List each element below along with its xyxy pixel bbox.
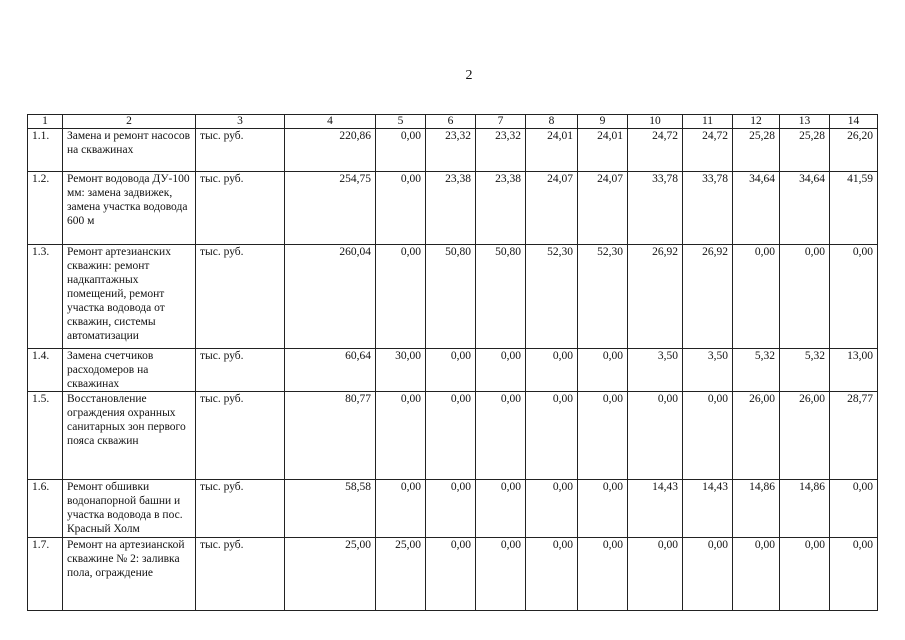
value-cell: 41,59 (830, 172, 878, 245)
value-cell: 50,80 (426, 245, 476, 349)
value-cell: 220,86 (285, 129, 376, 172)
value-cell: 23,32 (426, 129, 476, 172)
row-unit: тыс. руб. (196, 392, 285, 480)
value-cell: 52,30 (526, 245, 578, 349)
value-cell: 13,00 (830, 349, 878, 392)
value-cell: 0,00 (426, 538, 476, 611)
row-code: 1.3. (28, 245, 63, 349)
value-cell: 0,00 (526, 349, 578, 392)
value-cell: 0,00 (476, 538, 526, 611)
value-cell: 0,00 (376, 129, 426, 172)
column-header: 6 (426, 115, 476, 129)
column-header: 1 (28, 115, 63, 129)
value-cell: 0,00 (476, 480, 526, 538)
row-code: 1.6. (28, 480, 63, 538)
value-cell: 0,00 (733, 245, 780, 349)
value-cell: 24,01 (526, 129, 578, 172)
table-row (28, 480, 878, 538)
value-cell: 0,00 (376, 392, 426, 480)
table-row (28, 129, 878, 172)
row-unit: тыс. руб. (196, 349, 285, 392)
value-cell: 33,78 (683, 172, 733, 245)
value-cell: 0,00 (376, 480, 426, 538)
value-cell: 0,00 (830, 538, 878, 611)
value-cell: 0,00 (526, 392, 578, 480)
value-cell: 23,32 (476, 129, 526, 172)
value-cell: 0,00 (578, 480, 628, 538)
value-cell: 0,00 (376, 245, 426, 349)
value-cell: 0,00 (683, 392, 733, 480)
value-cell: 24,01 (578, 129, 628, 172)
value-cell: 5,32 (780, 349, 830, 392)
value-cell: 0,00 (578, 538, 628, 611)
value-cell: 0,00 (526, 538, 578, 611)
column-header: 12 (733, 115, 780, 129)
value-cell: 3,50 (628, 349, 683, 392)
value-cell: 0,00 (780, 538, 830, 611)
value-cell: 24,07 (526, 172, 578, 245)
table-body (28, 129, 878, 611)
value-cell: 34,64 (733, 172, 780, 245)
value-cell: 25,28 (780, 129, 830, 172)
value-cell: 14,43 (628, 480, 683, 538)
column-header: 3 (196, 115, 285, 129)
column-header: 11 (683, 115, 733, 129)
row-code: 1.5. (28, 392, 63, 480)
row-unit: тыс. руб. (196, 172, 285, 245)
value-cell: 26,00 (733, 392, 780, 480)
value-cell: 52,30 (578, 245, 628, 349)
column-header: 7 (476, 115, 526, 129)
value-cell: 58,58 (285, 480, 376, 538)
value-cell: 3,50 (683, 349, 733, 392)
value-cell: 0,00 (780, 245, 830, 349)
value-cell: 34,64 (780, 172, 830, 245)
row-name: Замена и ремонт насосов на скважинах (63, 129, 196, 172)
header-row (28, 115, 878, 129)
value-cell: 14,86 (780, 480, 830, 538)
value-cell: 0,00 (683, 538, 733, 611)
column-header: 10 (628, 115, 683, 129)
value-cell: 26,92 (683, 245, 733, 349)
value-cell: 80,77 (285, 392, 376, 480)
value-cell: 254,75 (285, 172, 376, 245)
row-name: Ремонт на артезианской скважине № 2: заливка пола, ограждение (63, 538, 196, 611)
column-header: 2 (63, 115, 196, 129)
row-name: Восстановление ограждения охранных санитарных зон первого пояса скважин (63, 392, 196, 480)
value-cell: 33,78 (628, 172, 683, 245)
value-cell: 26,00 (780, 392, 830, 480)
value-cell: 26,92 (628, 245, 683, 349)
page-number: 2 (465, 68, 473, 83)
column-header: 5 (376, 115, 426, 129)
value-cell: 14,43 (683, 480, 733, 538)
row-code: 1.7. (28, 538, 63, 611)
table-row (28, 349, 878, 392)
value-cell: 25,00 (376, 538, 426, 611)
value-cell: 0,00 (578, 392, 628, 480)
row-name: Ремонт артезианских скважин: ремонт надкаптажных помещений, ремонт участка водовода от скважин, системы автоматизации (63, 245, 196, 349)
value-cell: 5,32 (733, 349, 780, 392)
value-cell: 14,86 (733, 480, 780, 538)
row-code: 1.2. (28, 172, 63, 245)
value-cell: 60,64 (285, 349, 376, 392)
value-cell: 28,77 (830, 392, 878, 480)
value-cell: 0,00 (376, 172, 426, 245)
column-header: 8 (526, 115, 578, 129)
value-cell: 0,00 (830, 245, 878, 349)
value-cell: 25,00 (285, 538, 376, 611)
column-header: 14 (830, 115, 878, 129)
row-unit: тыс. руб. (196, 129, 285, 172)
data-table (27, 114, 878, 611)
value-cell: 25,28 (733, 129, 780, 172)
value-cell: 24,72 (683, 129, 733, 172)
row-unit: тыс. руб. (196, 245, 285, 349)
column-header: 9 (578, 115, 628, 129)
table-header (28, 115, 878, 129)
table-row (28, 172, 878, 245)
value-cell: 50,80 (476, 245, 526, 349)
value-cell: 0,00 (426, 349, 476, 392)
value-cell: 0,00 (426, 392, 476, 480)
value-cell: 260,04 (285, 245, 376, 349)
row-unit: тыс. руб. (196, 480, 285, 538)
row-unit: тыс. руб. (196, 538, 285, 611)
row-name: Замена счетчиков расходомеров на скважинах (63, 349, 196, 392)
value-cell: 24,07 (578, 172, 628, 245)
value-cell: 30,00 (376, 349, 426, 392)
value-cell: 0,00 (526, 480, 578, 538)
column-header: 4 (285, 115, 376, 129)
value-cell: 23,38 (426, 172, 476, 245)
column-header: 13 (780, 115, 830, 129)
value-cell: 0,00 (476, 392, 526, 480)
value-cell: 0,00 (733, 538, 780, 611)
value-cell: 0,00 (426, 480, 476, 538)
value-cell: 0,00 (830, 480, 878, 538)
row-code: 1.4. (28, 349, 63, 392)
table-row (28, 245, 878, 349)
table-row (28, 392, 878, 480)
value-cell: 0,00 (578, 349, 628, 392)
value-cell: 0,00 (628, 538, 683, 611)
value-cell: 0,00 (476, 349, 526, 392)
row-code: 1.1. (28, 129, 63, 172)
row-name: Ремонт водовода ДУ-100 мм: замена задвижек, замена участка водовода 600 м (63, 172, 196, 245)
value-cell: 26,20 (830, 129, 878, 172)
value-cell: 0,00 (628, 392, 683, 480)
table-row (28, 538, 878, 611)
row-name: Ремонт обшивки водонапорной башни и участка водовода в пос. Красный Холм (63, 480, 196, 538)
value-cell: 23,38 (476, 172, 526, 245)
value-cell: 24,72 (628, 129, 683, 172)
